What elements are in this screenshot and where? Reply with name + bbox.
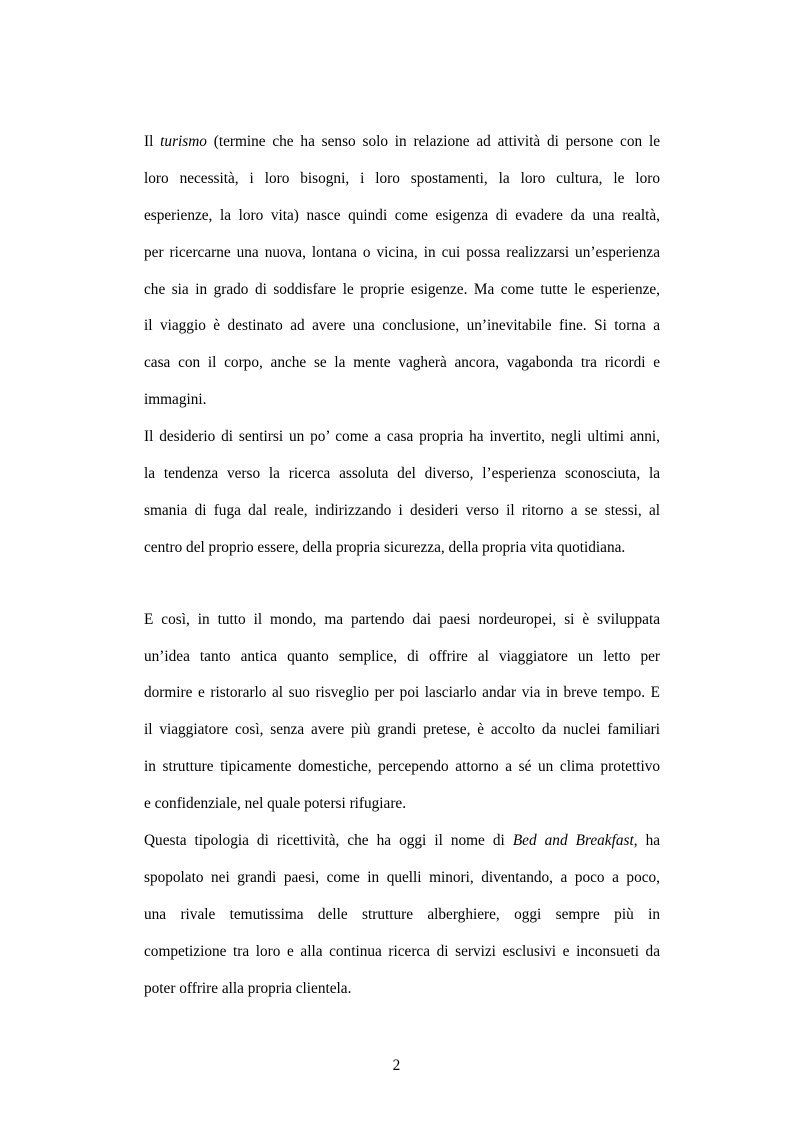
text-line: un’idea tanto antica quanto semplice, di offrire al viaggiatore un letto per — [144, 647, 660, 665]
paragraph — [144, 602, 660, 823]
paragraph — [144, 823, 660, 1007]
text-line — [144, 823, 660, 860]
text-line: centro del proprio essere, della propria sicurezza, della propria vita quotidiana. — [144, 538, 626, 556]
body-text — [144, 124, 660, 1007]
text-run: Il — [144, 133, 161, 150]
emphasis-term: Bed and Breakfast — [512, 832, 634, 850]
text-line: per ricercarne una nuova, lontana o vicina, in cui possa realizzarsi un’esperienza — [144, 243, 660, 261]
paragraph-spacer — [144, 567, 660, 602]
text-line: una rivale temutissima delle strutture alberghiere, oggi sempre più in — [144, 905, 660, 923]
paragraph — [144, 124, 660, 419]
text-line: la tendenza verso la ricerca assoluta del diverso, l’esperienza sconosciuta, la — [144, 465, 660, 483]
text-line: il viaggiatore così, senza avere più grandi pretese, è accolto da nuclei familiari — [144, 721, 660, 739]
page-number: 2 — [392, 1057, 401, 1074]
text-line — [144, 124, 660, 161]
emphasis-term: turismo — [160, 133, 207, 150]
text-line: immagini. — [144, 391, 207, 409]
text-line: che sia in grado di soddisfare le proprie esigenze. Ma come tutte le esperienze, — [144, 280, 660, 298]
text-line: e confidenziale, nel quale potersi rifugiare. — [144, 795, 407, 813]
text-line: dormire e ristorarlo al suo risveglio per poi lasciarlo andar via in breve tempo. E — [144, 684, 660, 702]
text-line: competizione tra loro e alla continua ricerca di servizi esclusivi e inconsueti da — [144, 942, 660, 960]
text-line: il viaggio è destinato ad avere una conclusione, un’inevitabile fine. Si torna a — [144, 317, 660, 335]
text-line: loro necessità, i loro bisogni, i loro spostamenti, la loro cultura, le loro — [144, 169, 660, 187]
text-line: Il desiderio di sentirsi un po’ come a casa propria ha invertito, negli ultimi anni, — [144, 428, 660, 446]
paragraph — [144, 419, 660, 567]
text-line: spopolato nei grandi paesi, come in quelli minori, diventando, a poco a poco, — [144, 868, 660, 886]
text-run: , ha — [633, 832, 660, 850]
text-line: casa con il corpo, anche se la mente vagherà ancora, vagabonda tra ricordi e — [144, 354, 660, 372]
text-line: poter offrire alla propria clientela. — [144, 979, 352, 997]
text-line: E così, in tutto il mondo, ma partendo dai paesi nordeuropei, si è sviluppata — [144, 610, 660, 628]
text-run: Questa tipologia di ricettività, che ha oggi il nome di — [144, 832, 513, 850]
text-run: (termine che ha senso solo in relazione ad attività di persone con le — [206, 133, 660, 150]
text-line: in strutture tipicamente domestiche, percependo attorno a sé un clima protettivo — [144, 758, 660, 776]
text-line: smania di fuga dal reale, indirizzando i desideri verso il ritorno a se stessi, al — [144, 501, 660, 519]
text-line: esperienze, la loro vita) nasce quindi come esigenza di evadere da una realtà, — [144, 206, 660, 224]
